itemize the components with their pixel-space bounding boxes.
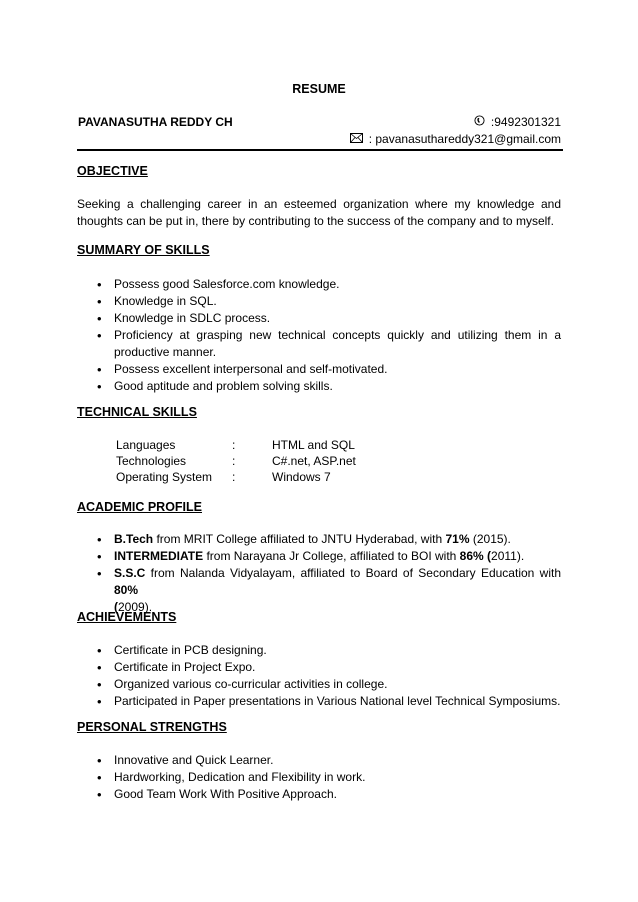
list-item: • Knowledge in SQL.	[77, 293, 561, 310]
institution-text: from MRIT College affiliated to JNTU Hyderabad, with	[153, 532, 446, 546]
list-item: • Possess good Salesforce.com knowledge.	[77, 276, 561, 293]
list-item	[77, 565, 561, 616]
candidate-name: PAVANASUTHA REDDY CH	[78, 115, 233, 129]
year-prefix: (	[483, 549, 492, 563]
list-item	[77, 548, 561, 565]
skill-separator: :	[232, 470, 236, 484]
email-contact	[350, 132, 561, 146]
objective-heading: OBJECTIVE	[77, 164, 148, 178]
phone-contact	[474, 115, 561, 129]
degree-name: S.S.C	[114, 566, 146, 580]
skill-label: Operating System	[116, 470, 213, 484]
academic-list	[77, 531, 561, 616]
strengths-list	[77, 752, 561, 803]
list-item: • Organized various co-curricular activities in college.	[77, 676, 561, 693]
skill-value: C#.net, ASP.net	[272, 454, 356, 468]
skill-separator: :	[232, 454, 236, 468]
list-item: • Participated in Paper presentations in Various National level Technical Symposiums.	[77, 693, 561, 710]
skill-separator: :	[232, 438, 236, 452]
strengths-heading: PERSONAL STRENGTHS	[77, 720, 227, 734]
skill-value: HTML and SQL	[272, 438, 355, 452]
list-item: • Certificate in Project Expo.	[77, 659, 561, 676]
technical-table	[116, 437, 416, 485]
skill-value: Windows 7	[272, 470, 331, 484]
list-item: • Knowledge in SDLC process.	[77, 310, 561, 327]
achievements-heading: ACHIEVEMENTS	[77, 610, 177, 624]
email-address[interactable]: : pavanasuthareddy321@gmail.com	[368, 132, 561, 146]
envelope-icon	[350, 132, 363, 146]
list-item: • Good Team Work With Positive Approach.	[77, 786, 561, 803]
table-row	[116, 453, 416, 469]
institution-text: from Nalanda Vidyalayam, affiliated to Board of Secondary Education with	[145, 566, 561, 580]
objective-text: Seeking a challenging career in an esteemed organization where my knowledge and thoughts can be put in, there by contributing to the success of the company and to myself.	[77, 197, 561, 228]
technical-heading: TECHNICAL SKILLS	[77, 405, 197, 419]
academic-heading: ACADEMIC PROFILE	[77, 500, 202, 514]
list-item	[77, 531, 561, 548]
institution-text: from Narayana Jr College, affiliated to BOI with	[203, 549, 460, 563]
header-divider	[77, 149, 563, 151]
year-text: 2011).	[491, 549, 525, 563]
phone-number: :9492301321	[490, 115, 561, 129]
list-item: • Hardworking, Dedication and Flexibility in work.	[77, 769, 561, 786]
percentage: 86%	[459, 549, 484, 563]
phone-icon	[474, 115, 485, 129]
achievements-list	[77, 642, 561, 710]
skills-heading: SUMMARY OF SKILLS	[77, 243, 210, 257]
percentage: 80%	[114, 583, 139, 597]
list-item: • Innovative and Quick Learner.	[77, 752, 561, 769]
percentage: 71%	[445, 532, 470, 546]
list-item: • Good aptitude and problem solving skills.	[77, 378, 561, 395]
skills-list	[77, 276, 561, 395]
list-item: • Proficiency at grasping new technical concepts quickly and utilizing them in a productive manner.	[77, 327, 561, 361]
list-item: • Possess excellent interpersonal and self-motivated.	[77, 361, 561, 378]
list-item: • Certificate in PCB designing.	[77, 642, 561, 659]
year-prefix: (	[114, 600, 118, 614]
table-row	[116, 437, 416, 453]
table-row	[116, 469, 416, 485]
page-title: RESUME	[292, 82, 346, 96]
degree-name: INTERMEDIATE	[114, 549, 204, 563]
skill-label: Languages	[116, 438, 176, 452]
degree-name: B.Tech	[114, 532, 154, 546]
skill-label: Technologies	[116, 454, 187, 468]
year-text: 2009).	[118, 600, 153, 614]
year-text: (2015).	[472, 532, 511, 546]
